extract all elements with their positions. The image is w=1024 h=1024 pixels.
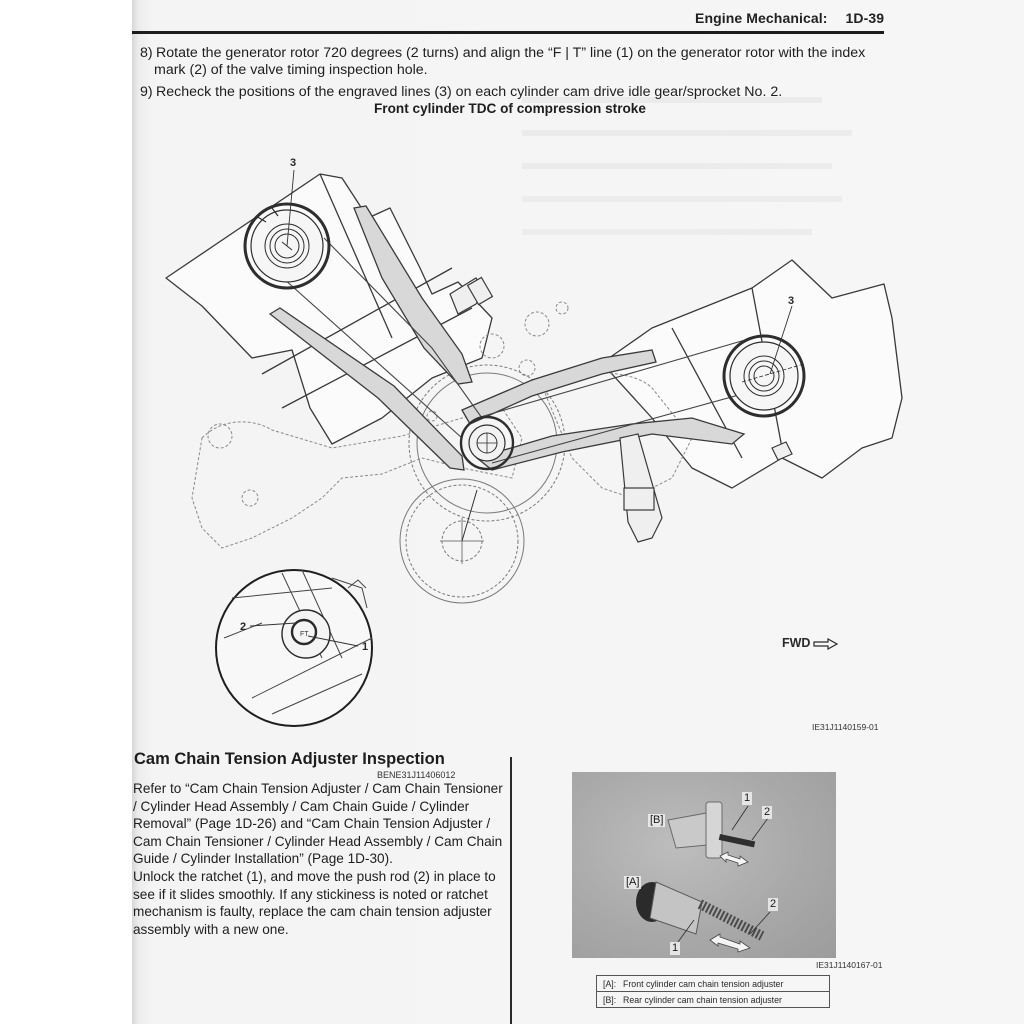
legend-text: Front cylinder cam chain tension adjuster bbox=[623, 978, 784, 989]
step-number: 8) bbox=[140, 45, 153, 61]
label-rear-adjuster: [B] bbox=[650, 814, 664, 826]
callout-front-sprocket-3: 3 bbox=[290, 157, 297, 169]
header-page-number: 1D-39 bbox=[845, 10, 885, 26]
figure-legend bbox=[596, 975, 830, 1008]
cam-chain-diagram bbox=[132, 118, 1024, 738]
legend-row bbox=[597, 992, 830, 1008]
header-rule bbox=[132, 31, 884, 34]
figure-id-1: IE31J1140159-01 bbox=[812, 722, 879, 732]
crank-sprocket bbox=[461, 417, 513, 469]
legend-key: [B]: bbox=[603, 994, 617, 1005]
step-number: 9) bbox=[140, 84, 153, 100]
arrow-double-icon bbox=[720, 852, 748, 866]
fwd-label: FWD bbox=[782, 636, 811, 650]
paragraph-reference: Refer to “Cam Chain Tension Adjuster / Cam Chain Tensioner / Cylinder Head Assembly / Cam Chain Guide / Cylinder Removal” (Page 1D-26) and “Cam Chain Tension Adjuster / Cam Chain Tensioner / Cylinder Head Assembly / Cam Chain Guide / Cylinder Installation” (Page 1D-30). bbox=[133, 781, 503, 867]
legend-key: [A]: bbox=[603, 978, 617, 989]
timing-hole-inset bbox=[216, 570, 372, 726]
callout-a-pushrod-2: 2 bbox=[770, 898, 777, 910]
step-text: Recheck the positions of the engraved lines (3) on each cylinder cam drive idle gear/sprocket No. 2. bbox=[156, 84, 783, 100]
step-text: Rotate the generator rotor 720 degrees (2 turns) and align the “F | T” line (1) on the generator rotor with the index bbox=[156, 45, 866, 61]
step-8-continued: mark (2) of the valve timing inspection hole. bbox=[154, 62, 428, 78]
front-cylinder-outline bbox=[166, 174, 492, 444]
rear-cam-sprocket bbox=[724, 336, 804, 416]
figure-title: Front cylinder TDC of compression stroke bbox=[374, 101, 646, 116]
adjuster-photo-drawing bbox=[572, 772, 836, 958]
legend-row bbox=[597, 976, 830, 992]
arrow-right-icon bbox=[813, 638, 839, 650]
section-code: BENE31J11406012 bbox=[377, 770, 456, 780]
callout-ft-line-1: 1 bbox=[362, 641, 369, 653]
front-adjuster-part bbox=[636, 882, 762, 936]
manual-page bbox=[132, 0, 1024, 1024]
arrow-double-icon bbox=[710, 934, 750, 952]
figure-id-2: IE31J1140167-01 bbox=[816, 960, 883, 970]
callout-index-mark-2: 2 bbox=[240, 621, 247, 633]
rear-adjuster-part bbox=[668, 802, 755, 858]
svg-text:FT: FT bbox=[300, 631, 309, 638]
header-section: Engine Mechanical: bbox=[695, 10, 828, 26]
callout-b-ratchet-1: 1 bbox=[744, 792, 751, 804]
section-title: Cam Chain Tension Adjuster Inspection bbox=[134, 750, 445, 768]
callout-b-pushrod-2: 2 bbox=[764, 806, 771, 818]
step-9 bbox=[140, 83, 782, 101]
forward-direction-indicator bbox=[782, 636, 839, 650]
legend-text: Rear cylinder cam chain tension adjuster bbox=[623, 994, 782, 1005]
step-8 bbox=[140, 44, 865, 62]
callout-a-ratchet-1: 1 bbox=[672, 942, 679, 954]
section-body bbox=[133, 780, 505, 938]
adjuster-photo bbox=[572, 772, 836, 958]
column-divider bbox=[510, 757, 512, 1024]
page-header bbox=[695, 10, 884, 26]
callout-rear-sprocket-3: 3 bbox=[788, 295, 795, 307]
paragraph-procedure: Unlock the ratchet (1), and move the push rod (2) in place to see if it slides smoothly. If any stickiness is noted or ratchet mechanism is faulty, replace the cam chain tension adjuster assembly with a new one. bbox=[133, 868, 496, 937]
label-front-adjuster: [A] bbox=[626, 876, 640, 888]
